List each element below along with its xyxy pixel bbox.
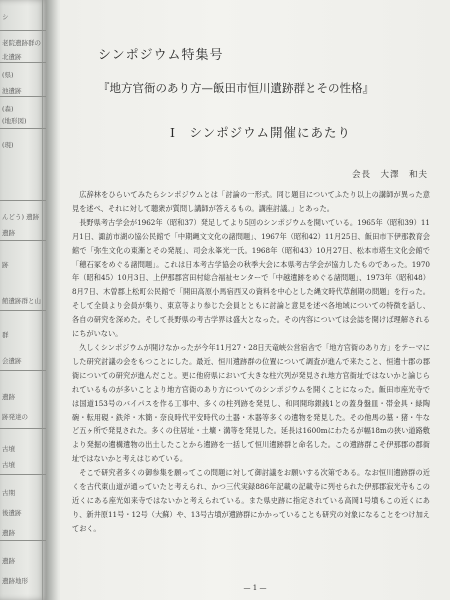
adjacent-page-fragment: 古墳 bbox=[2, 445, 15, 453]
adjacent-page-edge bbox=[0, 0, 46, 600]
series-title: シンポジウム特集号 bbox=[98, 48, 224, 63]
adjacent-page-fragment: 跡 bbox=[2, 261, 9, 269]
adjacent-page-fragment: 後遺跡 bbox=[2, 509, 22, 517]
paragraph: 広辞林をひらいてみたらシンポジウムとは「討論の一形式。同じ題目についてふたり以上の講師が異った意見を述べ、それに対して聴衆が質問し講師が答えるもの。講座討議。」とあった。 bbox=[72, 190, 430, 213]
adjacent-page-fragment: 遺跡 bbox=[2, 229, 15, 237]
adjacent-page-fragment: 遺跡地形 bbox=[2, 577, 28, 585]
adjacent-page-fragment: シ bbox=[2, 13, 9, 21]
divider bbox=[0, 30, 46, 31]
divider bbox=[0, 200, 46, 201]
adjacent-page-fragment: 館遺跡群と山 bbox=[2, 297, 41, 305]
adjacent-page-fragment: んどう) 遺跡 bbox=[2, 213, 40, 221]
divider bbox=[0, 128, 46, 129]
adjacent-page-fragment: 古期 bbox=[2, 489, 15, 497]
article-body bbox=[72, 188, 430, 536]
section-heading: I シンポジウム開催にあたり bbox=[170, 125, 352, 140]
adjacent-page-fragment: 跡発達の bbox=[2, 413, 28, 421]
adjacent-page-fragment: 群 bbox=[2, 331, 9, 339]
adjacent-page-fragment: (県) bbox=[2, 71, 14, 79]
divider bbox=[0, 474, 46, 475]
adjacent-page-fragment: 遺跡 bbox=[2, 557, 15, 565]
page-number: — 1 — bbox=[243, 584, 267, 592]
document-page bbox=[60, 0, 450, 600]
adjacent-page-fragment: (森) bbox=[2, 105, 14, 113]
divider bbox=[0, 310, 46, 311]
divider bbox=[0, 96, 46, 97]
paragraph: 久しくシンポジウムが開けなかったが今年11月27・28日天竜峡公営宿舎で「地方官衙のあり方」をテーマにした研究討議の会をもつことにした。最近、恒川遺跡群の位置について調査が進んで来たこと、恒遺十郡の郡衙についての研究が進んだこと。更に他府県において大きな柱穴列が発見され地方官衙址ではないかと論じられているものが多いことより地方官衙のあり方についてのシンポジウムを開くことになった。飯田市座光寺では国道153号のバイパスを作る工事中、多くの柱列跡を発見し、和同開珎銀銭1との蓋身盤皿・帯金具・緑陶碗・転用硯・鉄斧・木簡・奈良時代平安時代の土器・木器等多くの遺物を発見した。その他馬の墓・猪・牛など五ヶ所で発見された。多くの住居址・土壙・溝等を発見した。延長は1600mにわたるが幅18mの狭い道路敷より発掘の遺構遺物の出土したことから遺跡を一括して恒川遺跡群と命名した。この遺跡群こそ伊那郡の郡衙址ではないかと考えはじめている。 bbox=[72, 342, 430, 464]
paragraph: 長野県考古学会が1962年（昭和37）発足してより5回のシンポジウムを開いている。1965年（昭和39）11月1日、諏訪市湖の協公民館で「中期縄文文化の諸問題」、1967年（昭和42）11月25日、飯田市下伊那教育会館で「弥生文化の東漸とその発展」、司会永峯光一氏。1968年（昭和43）10月27日、松本市塔生文化会館で「穂石冢をめぐる諸問題」。これは日本考古学協会の秋季大会に本県考古学会が協力したものであった。1970年（昭和45）10月3日、上伊那郡宮田村総合福祉センターで「中越遺跡をめぐる諸問題」、1973年（昭和48）8月7日、木曽郡上松町公民館で「開田高原小馬宿西又の資料を中心とした縄文時代草創期の問題」を行った。そして全員より会員が集り、東京等より参じた会員とともに討論と意見を述べ各地域についての特徴を話し、各自の研究を深めた。そして長野県の考古学界は盛大となった。その内容については会誌を開けば理解されるにちがいない。 bbox=[72, 217, 430, 339]
adjacent-page-fragment: (現) bbox=[2, 141, 14, 149]
author-line: 会長 大澤 和夫 bbox=[351, 170, 428, 180]
adjacent-page-fragment: 古墳 bbox=[2, 461, 15, 469]
divider bbox=[0, 370, 46, 371]
adjacent-page-fragment: 北遺跡 bbox=[2, 53, 22, 61]
symposium-subtitle: 『地方官衙のあり方—飯田市恒川遺跡群とその性格』 bbox=[98, 81, 374, 95]
adjacent-page-fragment: 老院遺跡群の bbox=[2, 39, 41, 47]
divider bbox=[0, 62, 46, 63]
paragraph: そこで研究者多くの御参集を願ってこの問題に対して御討議をお願いする次第である。なお恒川遺跡群の近くを古代東山道が通っていたと考えられ、かつ三代実録886年記載の記載寺に列せられた伊那郡寂光寺もこの近くにある座光如来寺ではないかと考えられている。また県史跡に指定されている高岡1号墳もこの近くにあり、新井原11号・12号（大蘇）や、13号古墳が遺跡群にかかっていることも研究の対象になることをつけ加えておく。 bbox=[72, 468, 430, 533]
adjacent-page-fragment: 遺跡 bbox=[2, 529, 15, 537]
divider bbox=[0, 540, 46, 541]
adjacent-page-fragment: 会遺跡 bbox=[2, 357, 22, 365]
adjacent-page-fragment: (地形図) bbox=[2, 117, 27, 125]
divider bbox=[0, 428, 46, 429]
adjacent-page-fragment: 遺跡 bbox=[2, 393, 15, 401]
divider bbox=[0, 240, 46, 241]
adjacent-page-margin-line bbox=[42, 0, 43, 600]
adjacent-page-fragment: 池遺跡 bbox=[2, 87, 22, 95]
